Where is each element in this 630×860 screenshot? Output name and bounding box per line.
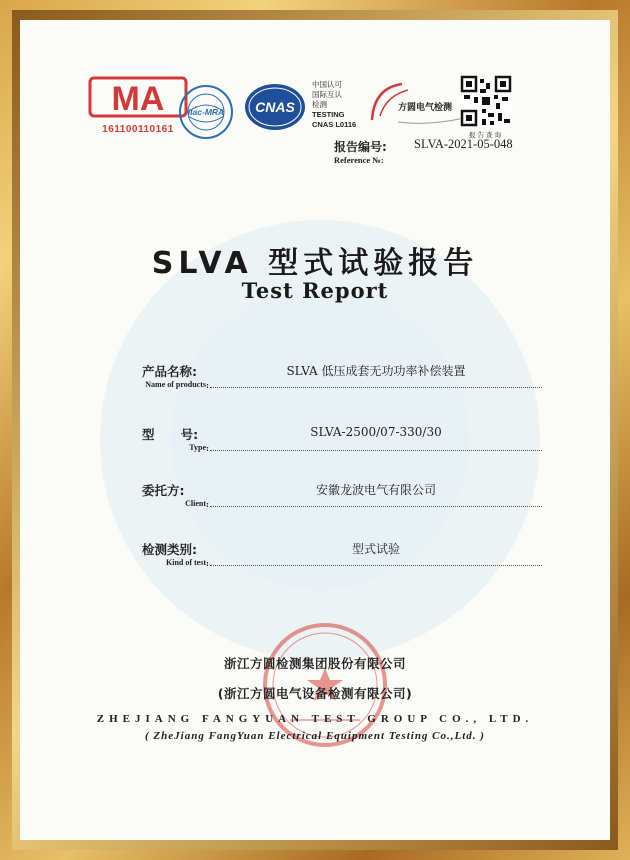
field-colon: : bbox=[206, 499, 209, 509]
reference-number bbox=[334, 137, 513, 165]
field-colon: : bbox=[206, 558, 209, 568]
field-underline bbox=[210, 565, 542, 566]
ilac-mra-logo bbox=[178, 84, 234, 140]
field-type bbox=[112, 425, 472, 465]
field-value: 型式试验 bbox=[351, 542, 400, 556]
cnas-logo bbox=[244, 82, 306, 132]
qr-caption: 报告查询 bbox=[469, 132, 503, 139]
field-label-cn: 产品名称: bbox=[142, 364, 197, 379]
cnas-line: CNAS L0116 bbox=[312, 120, 357, 129]
cnas-line: 中国认可 bbox=[312, 80, 342, 89]
cnas-line: 检测 bbox=[312, 100, 327, 109]
field-label-en: Type bbox=[189, 443, 206, 452]
reference-label-cn: 报告编号: bbox=[334, 140, 387, 154]
field-value: SLVA-2500/07-330/30 bbox=[310, 425, 442, 439]
ilac-logo-text: ilac-MRA bbox=[187, 107, 225, 117]
organization-name-en: ZHEJIANG FANGYUAN TEST GROUP CO., LTD. bbox=[96, 713, 534, 725]
cnas-line: TESTING bbox=[312, 110, 345, 119]
field-value: SLVA 低压成套无功功率补偿装置 bbox=[286, 364, 466, 378]
fangyuan-logo-text: 方圆电气检测 bbox=[398, 102, 453, 112]
field-colon: : bbox=[206, 380, 209, 390]
organization-subname-en: ( ZheJiang FangYuan Electrical Equipment Testing Co.,Ltd. ) bbox=[145, 730, 485, 742]
field-label-en: Client bbox=[185, 499, 206, 508]
certificate-paper bbox=[20, 20, 610, 840]
field-colon: : bbox=[206, 443, 209, 453]
field-client bbox=[112, 481, 472, 521]
field-kind-of-test bbox=[112, 540, 472, 580]
field-label-en: Name of products bbox=[145, 380, 206, 389]
report-title-en: Test Report bbox=[241, 278, 389, 303]
cnas-line: 国际互认 bbox=[312, 90, 342, 99]
reference-label-en: Reference №: bbox=[334, 155, 384, 165]
field-label-cn: 委托方: bbox=[142, 483, 185, 498]
organization-subname-cn: (浙江方圆电气设备检测有限公司) bbox=[217, 686, 413, 701]
field-label-cn: 型 号: bbox=[142, 427, 199, 442]
field-label-en: Kind of test bbox=[166, 558, 206, 567]
field-label-cn: 检测类别: bbox=[142, 542, 197, 557]
report-title-cn: SLVA 型式试验报告 bbox=[151, 246, 479, 281]
reference-value: SLVA-2021-05-048 bbox=[414, 137, 513, 151]
field-value: 安徽龙波电气有限公司 bbox=[315, 483, 436, 497]
field-underline bbox=[210, 506, 542, 507]
cma-logo bbox=[88, 72, 188, 138]
field-underline bbox=[210, 387, 542, 388]
cnas-accreditation-text bbox=[312, 80, 356, 130]
cma-number: 161100110161 bbox=[102, 124, 174, 135]
cnas-logo-text: CNAS bbox=[255, 99, 295, 115]
organization-name-cn: 浙江方圆检测集团股份有限公司 bbox=[223, 656, 406, 671]
field-product-name bbox=[112, 362, 472, 402]
field-underline bbox=[210, 450, 542, 451]
ma-logo-text: MA bbox=[111, 80, 165, 118]
qr-code[interactable] bbox=[460, 75, 512, 127]
